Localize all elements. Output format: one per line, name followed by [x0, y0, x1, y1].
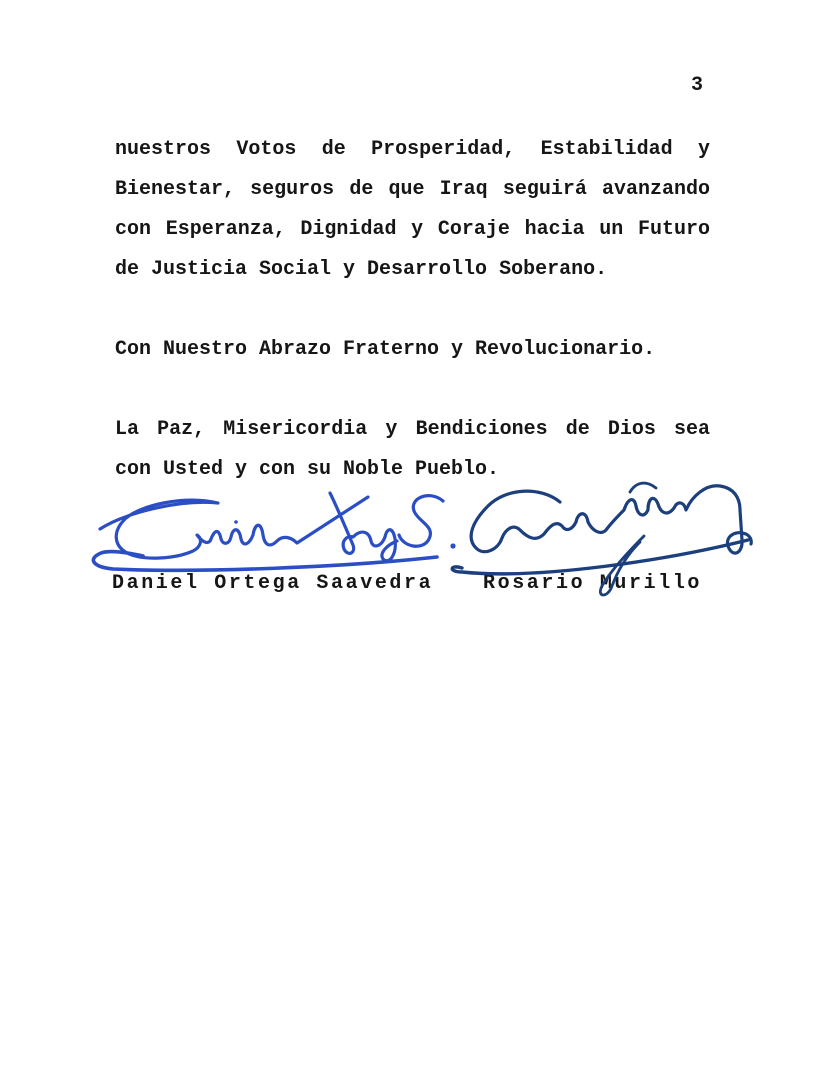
paragraph-paz: La Paz, Misericordia y Bendiciones de Dios sea con Usted y con su Noble Pueblo.	[115, 418, 710, 481]
paragraph-prosperity: nuestros Votos de Prosperidad, Estabilidad y Bienestar, seguros de que Iraq seguirá avanzando con Esperanza, Dignidad y Coraje hacia un Futuro de Justicia Social y Desarrollo Soberano.	[115, 138, 710, 281]
page-number: 3	[691, 74, 704, 97]
signer-name-rosario-murillo: Rosario Murillo	[483, 572, 703, 595]
paragraph-abrazo: Con Nuestro Abrazo Fraterno y Revolucionario.	[115, 338, 656, 361]
signer-name-daniel-ortega: Daniel Ortega Saavedra	[112, 572, 434, 595]
letter-body	[115, 130, 710, 530]
